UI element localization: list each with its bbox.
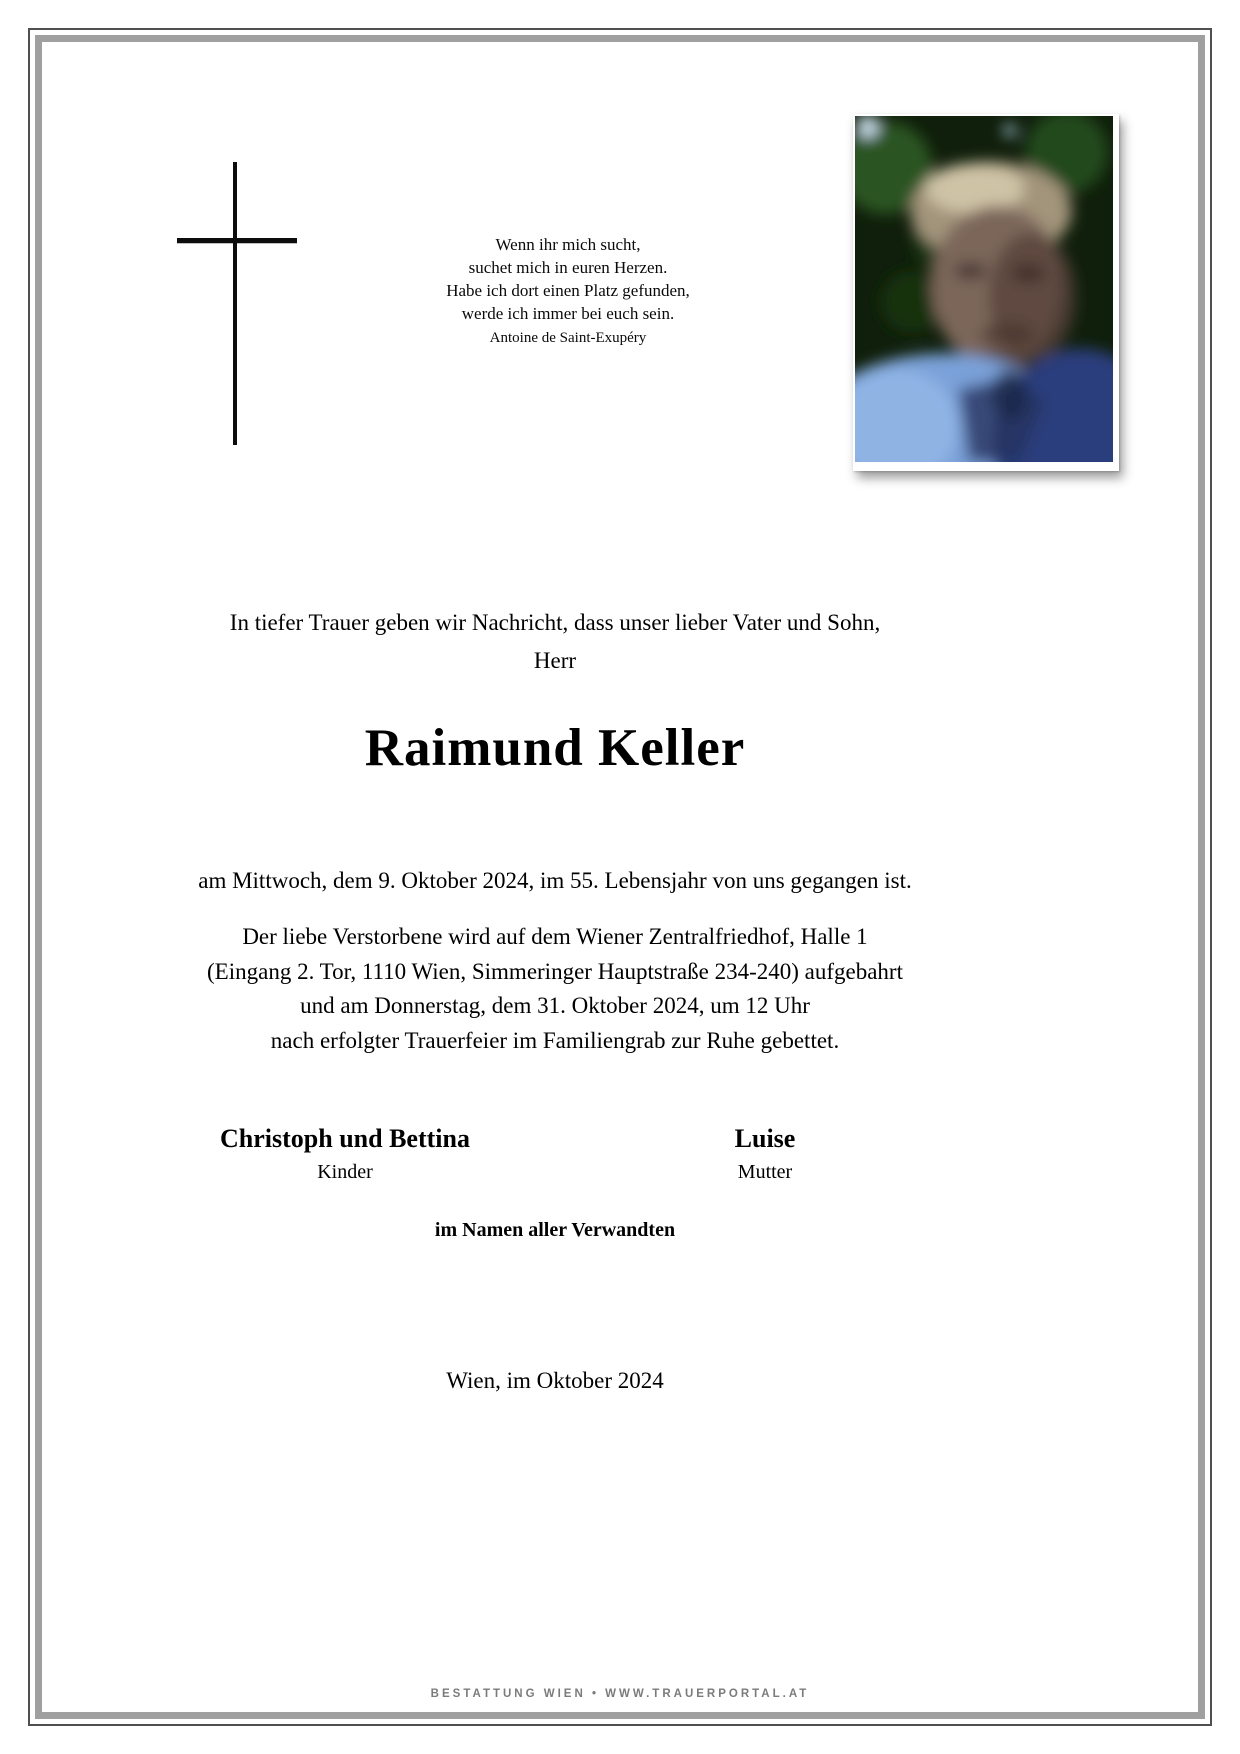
mourner-mother [735, 1124, 796, 1184]
announcement-body [41, 0, 1069, 1754]
mourners-row [41, 1124, 1069, 1204]
mourner-children [220, 1124, 470, 1184]
announcement-intro: In tiefer Trauer geben wir Nachricht, dass unser lieber Vater und Sohn, [229, 610, 881, 635]
mourner-relation: Kinder [317, 1161, 373, 1183]
announcement-salutation: Herr [533, 648, 577, 673]
footer-branding: BESTATTUNG WIEN • WWW.TRAUERPORTAL.AT [430, 1688, 810, 1700]
quote-attribution: Antoine de Saint-Exupéry [489, 330, 647, 346]
mourner-relation: Mutter [737, 1161, 793, 1183]
burial-line: Der liebe Verstorbene wird auf dem Wiener Zentralfriedhof, Halle 1 [242, 924, 868, 949]
closing-line: im Namen aller Verwandten [434, 1219, 676, 1241]
mourner-names: Christoph und Bettina [220, 1124, 470, 1153]
quote-line: suchet mich in euren Herzen. [468, 258, 668, 277]
mourner-names: Luise [734, 1124, 796, 1153]
quote-line: Wenn ihr mich sucht, [495, 235, 641, 254]
burial-line: nach erfolgter Trauerfeier im Familiengrab zur Ruhe gebettet. [270, 1027, 840, 1053]
burial-details [41, 920, 1069, 1058]
death-date-line: am Mittwoch, dem 9. Oktober 2024, im 55. Lebensjahr von uns gegangen ist. [198, 868, 912, 893]
quote-line: Habe ich dort einen Platz gefunden, [446, 281, 690, 300]
quote-line: werde ich immer bei euch sein. [461, 304, 675, 323]
place-and-date: Wien, im Oktober 2024 [446, 1368, 664, 1393]
burial-line: und am Donnerstag, dem 31. Oktober 2024, um 12 Uhr [300, 993, 810, 1018]
deceased-name: Raimund Keller [364, 719, 746, 777]
burial-line: (Eingang 2. Tor, 1110 Wien, Simmeringer Hauptstraße 234-240) aufgebahrt [207, 958, 903, 984]
